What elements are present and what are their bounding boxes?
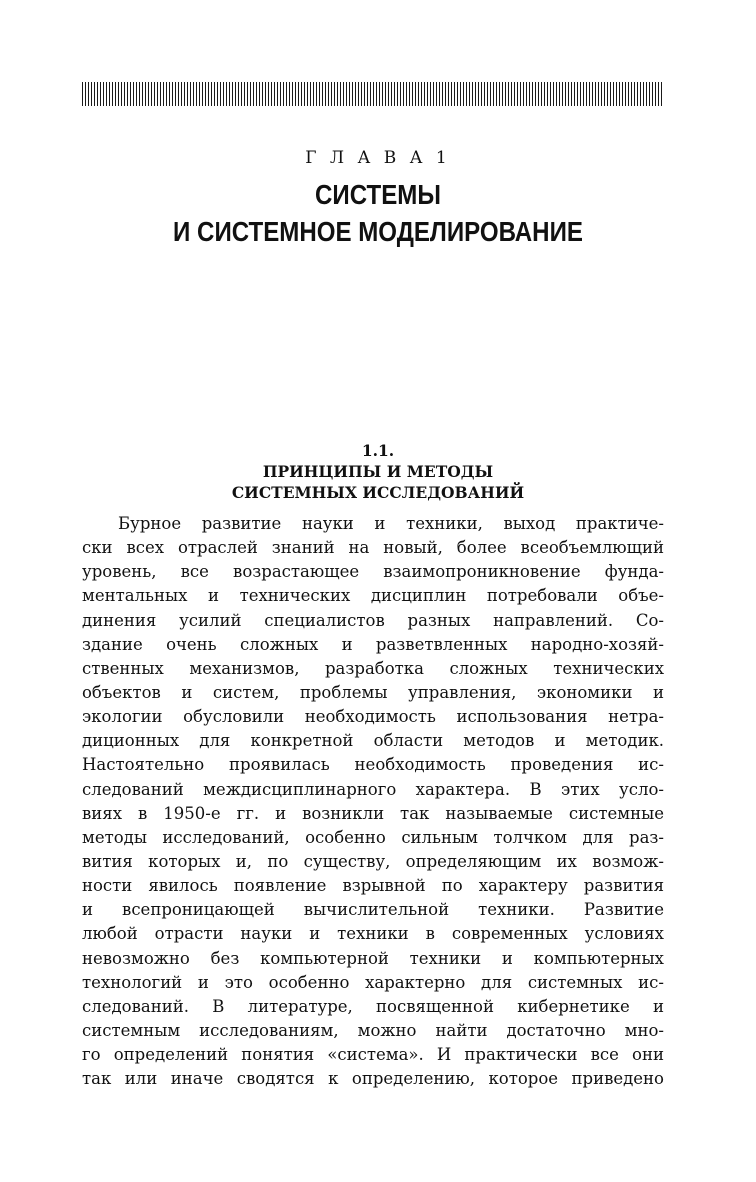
body-line: экологии обусловили необходимость использования нетра-: [82, 707, 664, 727]
body-line: диционных для конкретной области методов и методик.: [82, 731, 664, 751]
body-line: невозможно без компьютерной техники и компьютерных: [82, 948, 664, 968]
section-title-line-2: СИСТЕМНЫХ ИССЛЕДОВАНИЙ: [231, 483, 525, 502]
body-line: методы исследований, особенно сильным толчком для раз-: [82, 827, 664, 847]
body-line: Бурное развитие науки и техники, выход практиче-: [118, 514, 664, 533]
body-line: ски всех отраслей знаний на новый, более всеобъемлющий: [82, 538, 664, 558]
body-line: виях в 1950-е гг. и возникли так называемые системные: [82, 803, 664, 823]
body-paragraph: [82, 512, 664, 1091]
section-heading: [0, 440, 756, 503]
body-line: динения усилий специалистов разных направлений. Со-: [82, 610, 664, 630]
body-line: Настоятельно проявилась необходимость проведения ис-: [82, 755, 664, 775]
body-line: ментальных и технических дисциплин потребовали объе-: [82, 586, 664, 606]
chapter-title-line-1: СИСТЕМЫ: [315, 179, 441, 210]
body-line: системным исследованиям, можно найти достаточно мно-: [82, 1020, 664, 1040]
body-line: здание очень сложных и разветвленных народно-хозяй-: [82, 634, 664, 654]
body-line: технологий и это особенно характерно для системных ис-: [82, 972, 664, 992]
body-line: ности явилось появление взрывной по характеру развития: [82, 876, 664, 896]
body-line: и всепроницающей вычислительной техники. Развитие: [82, 900, 664, 920]
body-line: любой отрасти науки и техники в современных условиях: [82, 924, 664, 944]
chapter-label: Г Л А В А 1: [305, 148, 451, 168]
body-line: уровень, все возрастающее взаимопроникновение фунда-: [82, 562, 664, 582]
chapter-title: [53, 176, 703, 250]
body-line: следований междисциплинарного характера. В этих усло-: [82, 779, 664, 799]
body-line: ственных механизмов, разработка сложных технических: [82, 658, 664, 678]
chapter-title-line-2: И СИСТЕМНОЕ МОДЕЛИРОВАНИЕ: [173, 216, 583, 247]
body-line: объектов и систем, проблемы управления, экономики и: [82, 682, 664, 702]
body-line: го определений понятия «система». И практически все они: [82, 1045, 664, 1065]
body-line: так или иначе сводятся к определению, которое приведено: [82, 1069, 664, 1089]
section-number: 1.1.: [361, 441, 395, 460]
decorative-header-rule: [82, 82, 664, 106]
body-line: следований. В литературе, посвященной кибернетике и: [82, 996, 664, 1016]
section-title-line-1: ПРИНЦИПЫ И МЕТОДЫ: [262, 462, 494, 481]
body-line: вития которых и, по существу, определяющим их возмож-: [82, 851, 664, 871]
